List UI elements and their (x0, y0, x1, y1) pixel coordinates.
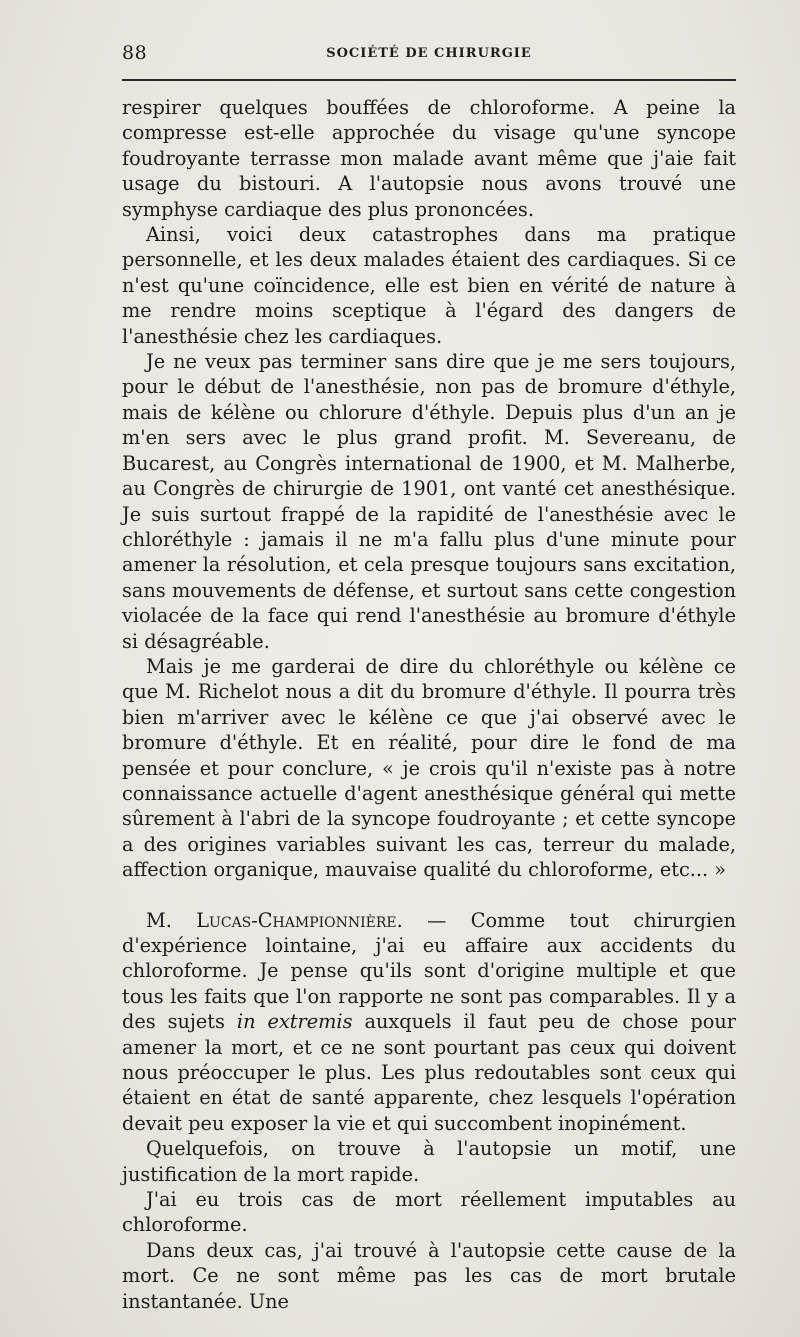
paragraph: Mais je me garderai de dire du chloréthyle ou kélène ce que M. Richelot nous a dit du bromure d'éthyle. Il pourra très bien m'arriver avec le kélène ce que j'ai observé avec le bromure d'éthyle. Et en réalité, pour dire le fond de ma pensée et pour conclure, « je crois qu'il n'existe pas à notre connaissance actuelle d'agent anesthésique général qui mette sûrement à l'abri de la syncope foudroyante ; et cette syncope a des origines variables suivant les cas, terreur du malade, affection organique, mauvaise qualité du chloroforme, etc... » (122, 654, 736, 882)
running-head: SOCIÉTÉ DE CHIRURGIE (326, 46, 532, 61)
paragraph-text: — Comme tout chirurgien d'expérience lointaine, j'ai eu affaire aux accidents du chloroforme. Je pense qu'ils sont d'origine multiple et que tous les faits que l'on rapporte ne sont pas comparables. Il y a des sujets (122, 908, 736, 1034)
body-text (122, 95, 736, 1314)
italic-phrase: in extremis (236, 1010, 353, 1034)
paragraph: Dans deux cas, j'ai trouvé à l'autopsie cette cause de la mort. Ce ne sont même pas les cas de mort brutale instantanée. Une (122, 1238, 736, 1313)
paragraph: Ainsi, voici deux catastrophes dans ma pratique personnelle, et les deux malades étaient des cardiaques. Si ce n'est qu'une coïncidence, elle est bien en vérité de nature à me rendre moins sceptique à l'égard des dangers de l'anesthésie chez les cardiaques. (122, 223, 736, 348)
paragraph: J'ai eu trois cas de mort réellement imputables au chloroforme. (122, 1188, 736, 1237)
paragraph: Je ne veux pas terminer sans dire que je me sers toujours, pour le début de l'anesthésie, non pas de bromure d'éthyle, mais de kélène ou chlorure d'éthyle. Depuis plus d'un an je m'en sers avec le plus grand profit. M. Severeanu, de Bucarest, au Congrès international de 1900, et M. Malherbe, au Congrès de chirurgie de 1901, ont vanté cet anesthésique. Je suis surtout frappé de la rapidité de l'anesthésie avec le chloréthyle : jamais il ne m'a fallu plus d'une minute pour amener la résolution, et cela presque toujours sans excitation, sans mouvements de défense, et surtout sans cette congestion violacée de la face qui rend l'anesthésie au bromure d'éthyle si désagréable. (122, 350, 736, 653)
page-number: 88 (122, 42, 148, 64)
paragraph: Quelquefois, on trouve à l'autopsie un motif, une justification de la mort rapide. (122, 1137, 736, 1186)
speaker-name: M. Lucas-Championnière. (146, 908, 403, 932)
page-header (122, 42, 736, 72)
header-rule (122, 79, 736, 81)
paragraph: respirer quelques bouffées de chloroforme. A peine la compresse est-elle approchée du visage qu'une syncope foudroyante terrasse mon malade avant même que j'aie fait usage du bistouri. A l'autopsie nous avons trouvé une symphyse cardiaque des plus prononcées. (122, 96, 736, 221)
speaker-paragraph (122, 908, 736, 1137)
paragraph-text: auxquels il faut peu de chose pour amener la mort, et ce ne sont pourtant pas ceux qui doivent nous préoccuper le plus. Les plus redoutables sont ceux qui étaient en état de santé apparente, chez lesquels l'opération devait peu exposer la vie et qui succombent inopinément. (122, 1010, 736, 1135)
